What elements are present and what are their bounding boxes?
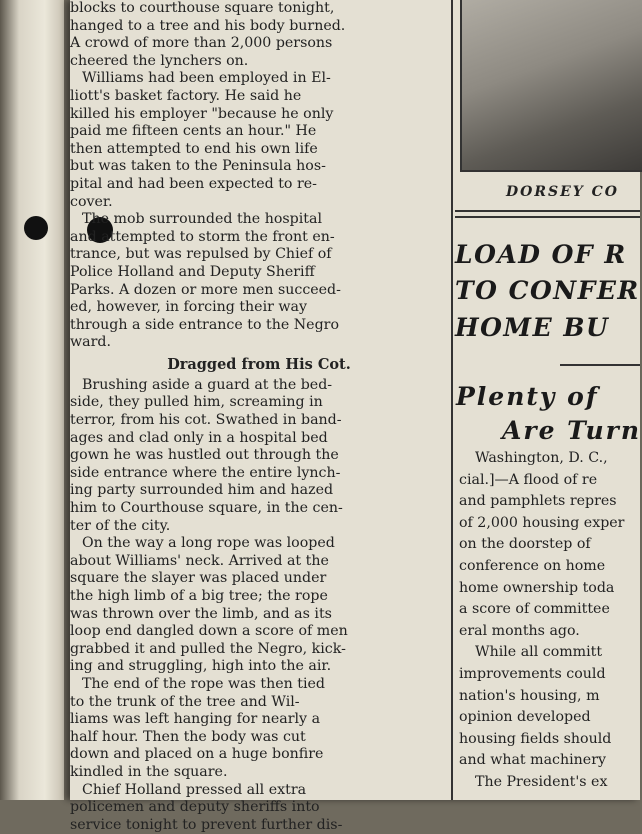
text-line: While all committ (475, 644, 603, 661)
binder-edge (0, 0, 64, 800)
photo-caption: DORSEY CO (506, 184, 619, 200)
text-line: terror, from his cot. Swathed in band- (70, 412, 342, 429)
text-line: to the trunk of the tree and Wil- (70, 693, 300, 710)
article-subheading: Dragged from His Cot. (167, 355, 351, 373)
headline-line-3: HOME BU (455, 313, 610, 342)
text-line: pital and had been expected to re- (70, 175, 317, 192)
text-line: ward. (70, 334, 111, 351)
subheadline-line-1: Plenty of (456, 382, 599, 411)
photograph (460, 0, 642, 172)
text-line: ing party surrounded him and hazed (70, 482, 334, 499)
text-line: of 2,000 housing exper (459, 514, 625, 531)
text-line: paid me fifteen cents an hour." He (70, 123, 317, 140)
text-line: A crowd of more than 2,000 persons (70, 35, 333, 52)
paragraph-cot (70, 377, 448, 535)
text-line: housing fields should (459, 730, 612, 747)
text-line: liott's basket factory. He said he (70, 87, 302, 104)
text-line: through a side entrance to the Negro (70, 316, 339, 333)
text-line: ages and clad only in a hospital bed (70, 429, 328, 446)
text-line: down and placed on a huge bonfire (70, 746, 324, 763)
text-line: ing and struggling, high into the air. (70, 658, 332, 675)
text-line: cover. (70, 193, 113, 210)
subheadline-line-2: Are Turn (502, 416, 642, 445)
text-line: hanged to a tree and his body burned. (70, 17, 346, 34)
paragraph-hanging (70, 676, 448, 782)
text-line: Police Holland and Deputy Sheriff (70, 263, 315, 280)
section-divider (455, 210, 640, 212)
text-line: cial.]—A flood of re (459, 471, 598, 488)
text-line: ter of the city. (70, 517, 171, 534)
paragraph-rope (70, 535, 448, 676)
text-line: loop end dangled down a score of men (70, 623, 348, 640)
section-divider (455, 216, 640, 218)
paragraph-intro (70, 0, 448, 70)
text-line: side, they pulled him, screaming in (70, 394, 323, 411)
text-line: service tonight to prevent further dis- (70, 816, 343, 833)
right-article-column (459, 448, 640, 800)
text-line: home ownership toda (459, 579, 615, 596)
text-line: policemen and deputy sheriffs into (70, 799, 320, 816)
text-line: and what machinery (459, 752, 607, 769)
paragraph-employment (70, 70, 448, 211)
text-line: but was taken to the Peninsula hos- (70, 158, 326, 175)
headline-line-2: TO CONFER (455, 276, 640, 305)
text-line: ed, however, in forcing their way (70, 299, 308, 316)
text-line: liams was left hanging for nearly a (70, 711, 321, 728)
text-line: and attempted to storm the front en- (70, 228, 335, 245)
text-line: Washington, D. C., (475, 450, 608, 466)
text-line: a score of committee (459, 601, 610, 618)
headline-rule (560, 364, 640, 366)
text-line: nation's housing, m (459, 687, 600, 704)
text-line: cheered the lynchers on. (70, 52, 249, 69)
text-line: killed his employer "because he only (70, 105, 334, 122)
column-rule (451, 0, 453, 800)
text-line: trance, but was repulsed by Chief of (70, 246, 332, 263)
paragraph-chief (70, 782, 448, 834)
text-line: half hour. Then the body was cut (70, 728, 306, 745)
text-line: and pamphlets repres (459, 493, 617, 510)
headline-line-1: LOAD OF R (455, 240, 627, 269)
text-line: the high limb of a big tree; the rope (70, 588, 328, 604)
text-line: opinion developed (459, 709, 591, 726)
text-line: grabbed it and pulled the Negro, kick- (70, 640, 346, 657)
text-line: kindled in the square. (70, 763, 228, 780)
text-line: Parks. A dozen or more men succeed- (70, 281, 341, 298)
text-line: The end of the rope was then tied (82, 675, 325, 692)
text-line: on the doorstep of (459, 536, 591, 553)
text-line: blocks to courthouse square tonight, (70, 0, 335, 16)
text-line: then attempted to end his own life (70, 140, 318, 157)
text-line: Chief Holland pressed all extra (82, 781, 307, 798)
text-line: side entrance where the entire lynch- (70, 464, 341, 481)
left-article-column (70, 0, 448, 833)
text-line: conference on home (459, 557, 606, 574)
text-line: The President's ex (475, 773, 608, 790)
text-line: gown he was hustled out through the (70, 447, 339, 464)
paragraph-hospital (70, 211, 448, 352)
punch-hole (24, 216, 48, 240)
text-line: On the way a long rope was looped (82, 535, 335, 552)
text-line: improvements could (459, 665, 606, 682)
text-line: square the slayer was placed under (70, 570, 327, 587)
text-line: Williams had been employed in El- (82, 70, 331, 87)
text-line: was thrown over the limb, and as its (70, 605, 332, 622)
text-line: eral months ago. (459, 622, 580, 639)
text-line: The mob surrounded the hospital (82, 211, 322, 228)
text-line: Brushing aside a guard at the bed- (82, 376, 333, 393)
text-line: about Williams' neck. Arrived at the (70, 552, 329, 569)
text-line: him to Courthouse square, in the cen- (70, 500, 343, 517)
